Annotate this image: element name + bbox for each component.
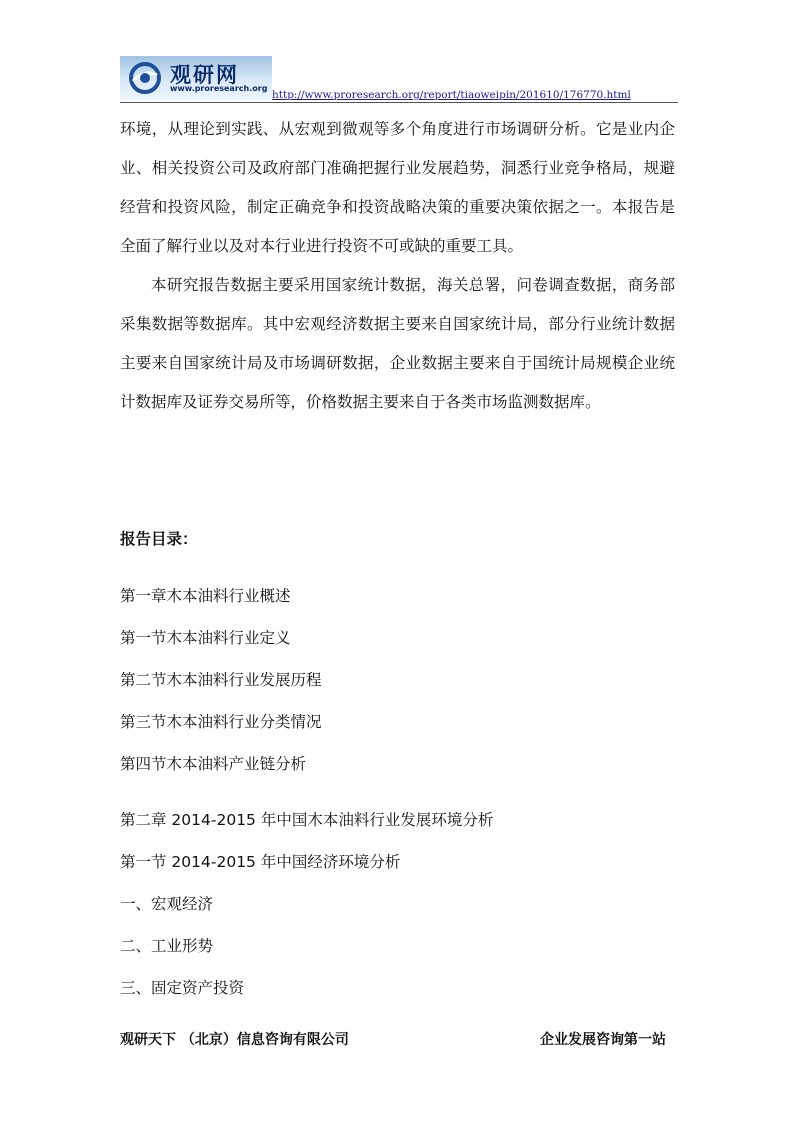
footer-slogan: 企业发展咨询第一站 <box>540 1032 666 1048</box>
toc-item: 二、工业形势 <box>120 937 214 955</box>
footer-company: 观研天下 （北京）信息咨询有限公司 <box>120 1032 349 1048</box>
toc-item: 第二节木本油料行业发展历程 <box>120 671 322 689</box>
toc-item: 第一章木本油料行业概述 <box>120 587 291 605</box>
toc-item: 第三节木本油料行业分类情况 <box>120 713 322 731</box>
report-url-link[interactable]: http://www.proresearch.org/report/tiaoweipin/201610/176770.html <box>272 89 631 101</box>
toc-item: 第一节木本油料行业定义 <box>120 629 291 647</box>
toc-item: 第四节木本油料产业链分析 <box>120 755 307 773</box>
toc-title: 报告目录： <box>120 530 198 548</box>
logo-url: www.proresearch.org <box>170 84 268 93</box>
company-logo <box>120 56 272 100</box>
toc-item: 一、宏观经济 <box>120 895 214 913</box>
page-header <box>120 56 678 103</box>
toc-item: 第一节 2014-2015 年中国经济环境分析 <box>120 853 401 871</box>
toc-item: 第二章 2014-2015 年中国木本油料行业发展环境分析 <box>120 811 494 829</box>
body-text <box>120 110 675 422</box>
logo-text: 观研网 <box>170 63 239 87</box>
logo-swirl-icon <box>128 61 162 95</box>
paragraph-1: 环境，从理论到实践、从宏观到微观等多个角度进行市场调研分析。它是业内企业、相关投资公司及政府部门准确把握行业发展趋势，洞悉行业竞争格局，规避经营和投资风险，制定正确竞争和投资战略决策的重要决策依据之一。本报告是全面了解行业以及对本行业进行投资不可或缺的重要工具。 <box>120 120 675 255</box>
toc-item: 三、固定资产投资 <box>120 979 245 997</box>
paragraph-2: 本研究报告数据主要采用国家统计数据，海关总署，问卷调查数据，商务部采集数据等数据库。其中宏观经济数据主要来自国家统计局，部分行业统计数据主要来自国家统计局及市场调研数据，企业数据主要来自于国统计局规模企业统计数据库及证券交易所等，价格数据主要来自于各类市场监测数据库。 <box>120 276 675 411</box>
